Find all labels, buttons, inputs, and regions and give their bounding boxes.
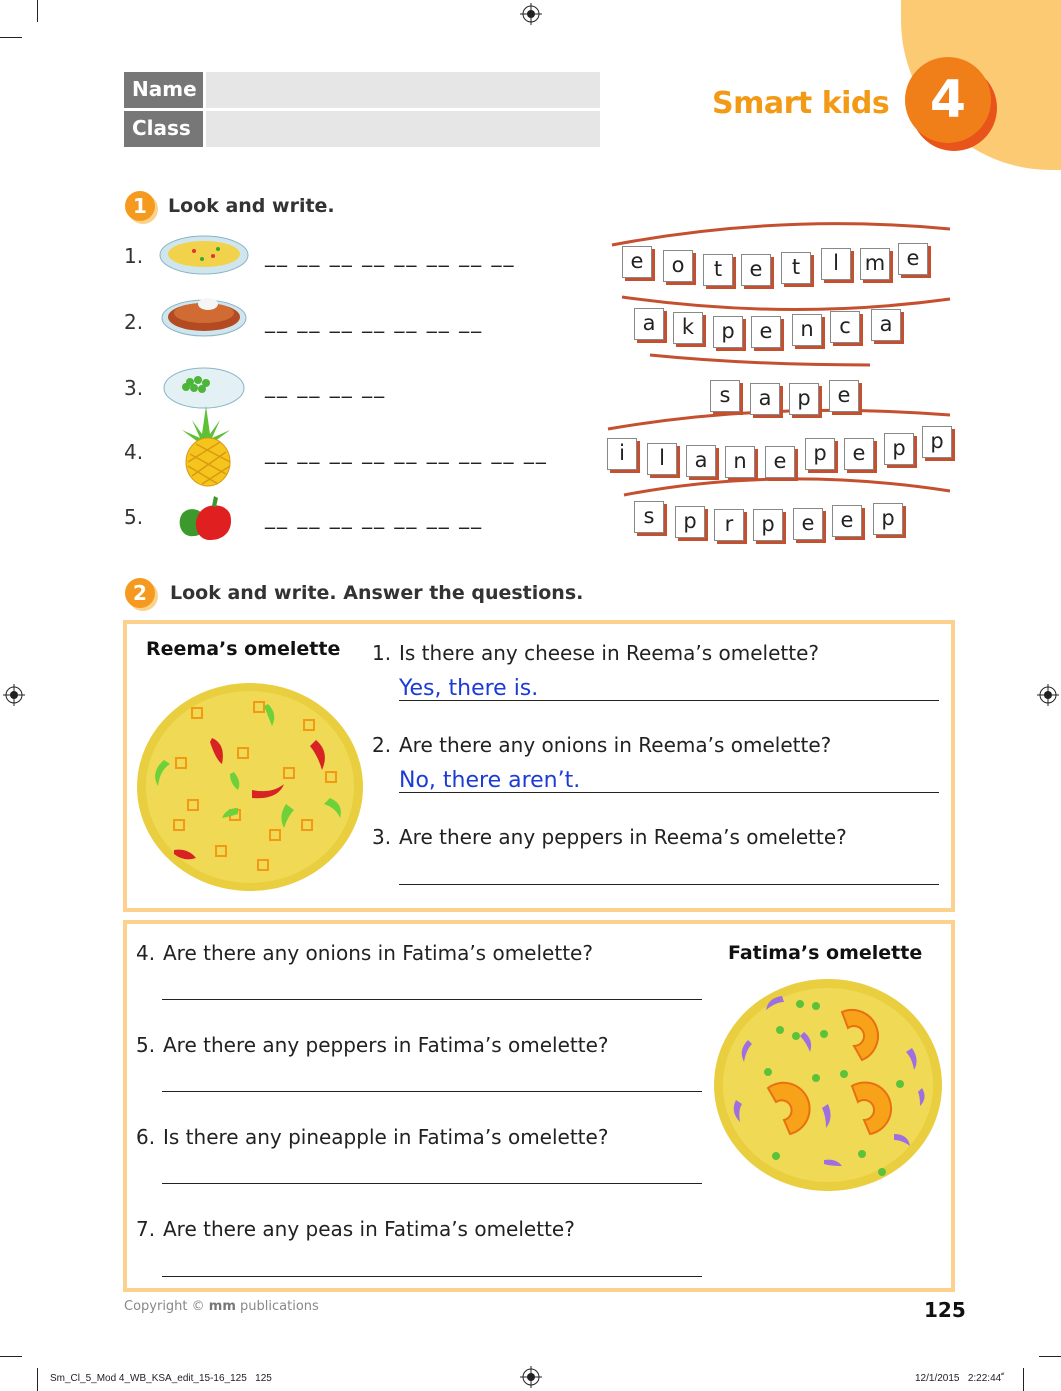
question-text: Are there any peppers in Fatima’s omelette?: [163, 1033, 609, 1057]
answer-blanks[interactable]: __ __ __ __ __ __ __ __ __: [265, 440, 548, 464]
answer-line[interactable]: [162, 1276, 702, 1277]
item-number: 2.: [124, 310, 144, 334]
answer-line[interactable]: [399, 884, 939, 885]
print-slug-date: 12/1/2015 2:22:44 ّ: [915, 1373, 1005, 1384]
section-number-badge: 2: [125, 578, 155, 608]
fatima-omelette-title: Fatima’s omelette: [728, 942, 923, 964]
registration-mark-icon: [520, 1366, 542, 1388]
registration-mark-icon: [1037, 684, 1059, 706]
garland-letter[interactable]: p: [873, 503, 903, 535]
question-number: 3.: [372, 825, 392, 849]
crop-mark: [37, 0, 38, 22]
item-number: 3.: [124, 376, 144, 400]
item-number: 1.: [124, 244, 144, 268]
garland-letter[interactable]: e: [844, 438, 874, 470]
crop-mark: [0, 37, 22, 38]
garland-letter[interactable]: c: [830, 311, 860, 343]
name-label: Name: [124, 72, 206, 108]
garland-letter[interactable]: e: [751, 316, 781, 348]
module-number: 4: [929, 70, 967, 130]
answer-line[interactable]: [162, 999, 702, 1000]
garland-letter[interactable]: p: [713, 316, 743, 348]
garland-letter[interactable]: k: [673, 312, 703, 344]
garland-letter[interactable]: p: [753, 509, 783, 541]
answer-line[interactable]: [399, 792, 939, 793]
answer-text[interactable]: No, there aren’t.: [399, 768, 581, 793]
crop-mark: [37, 1368, 38, 1391]
garland-letter[interactable]: e: [765, 446, 795, 478]
question-number: 7.: [136, 1217, 156, 1241]
question-number: 6.: [136, 1125, 156, 1149]
garland-letter[interactable]: n: [792, 314, 822, 346]
answer-line[interactable]: [399, 700, 939, 701]
copyright-brand: mm: [208, 1299, 236, 1314]
class-field[interactable]: [124, 111, 600, 147]
garland-letter[interactable]: r: [714, 509, 744, 541]
name-field[interactable]: [124, 72, 600, 108]
answer-text[interactable]: Yes, there is.: [399, 676, 539, 701]
answer-blanks[interactable]: __ __ __ __ __ __ __: [265, 505, 484, 529]
copyright-suffix: publications: [240, 1299, 319, 1314]
peppers-icon: [174, 492, 236, 542]
answer-blanks[interactable]: __ __ __ __ __ __ __: [265, 309, 484, 333]
question-number: 4.: [136, 941, 156, 965]
garland-letter[interactable]: e: [832, 505, 862, 537]
question-text: Are there any peppers in Reema’s omelette?: [399, 825, 847, 849]
garland-letter[interactable]: o: [663, 250, 693, 282]
crop-mark: [1023, 1368, 1024, 1391]
garland-letter[interactable]: l: [821, 248, 851, 280]
garland-letter[interactable]: l: [647, 443, 677, 475]
garland-letter[interactable]: s: [634, 501, 664, 533]
garland-letter[interactable]: t: [781, 252, 811, 284]
question-number: 2.: [372, 733, 392, 757]
question-number: 5.: [136, 1033, 156, 1057]
garland-letter[interactable]: m: [860, 248, 890, 280]
garland-letter[interactable]: i: [607, 438, 637, 470]
garland-letter[interactable]: s: [710, 380, 740, 412]
registration-mark-icon: [3, 684, 25, 706]
page-number: 125: [924, 1298, 966, 1322]
answer-line[interactable]: [162, 1183, 702, 1184]
garland-letter[interactable]: a: [871, 309, 901, 341]
garland-letter[interactable]: p: [922, 426, 952, 458]
garland-letter[interactable]: p: [884, 433, 914, 465]
crop-mark: [0, 1356, 22, 1357]
garland-letter[interactable]: e: [793, 508, 823, 540]
garland-letter[interactable]: e: [741, 254, 771, 286]
item-number: 4.: [124, 440, 144, 464]
question-text: Are there any onions in Reema’s omelette?: [399, 733, 832, 757]
item-number: 5.: [124, 505, 144, 529]
print-slug-file: Sm_Cl_5_Mod 4_WB_KSA_edit_15-16_125 125: [50, 1373, 272, 1384]
garland-letter[interactable]: e: [622, 246, 652, 278]
class-label: Class: [124, 111, 206, 147]
garland-letter[interactable]: e: [898, 243, 928, 275]
garland-letter[interactable]: a: [686, 445, 716, 477]
garland-letter[interactable]: a: [750, 383, 780, 415]
question-text: Are there any peas in Fatima’s omelette?: [163, 1217, 575, 1241]
garland-letter[interactable]: n: [725, 446, 755, 478]
pancake-icon: [158, 292, 250, 340]
reema-omelette-title: Reema’s omelette: [146, 638, 341, 660]
garland-letter[interactable]: p: [789, 383, 819, 415]
garland-letter[interactable]: p: [675, 506, 705, 538]
module-badge: [905, 57, 991, 143]
garland-letter[interactable]: a: [634, 308, 664, 340]
answer-line[interactable]: [162, 1091, 702, 1092]
question-text: Are there any onions in Fatima’s omelette?: [163, 941, 593, 965]
question-number: 1.: [372, 641, 392, 665]
crop-mark: [1039, 1356, 1061, 1357]
copyright-prefix: Copyright ©: [124, 1299, 205, 1314]
garland-letter[interactable]: p: [805, 438, 835, 470]
section-number-badge: 1: [125, 191, 155, 221]
section1-instruction: Look and write.: [168, 195, 335, 217]
pineapple-icon: [174, 404, 238, 488]
answer-blanks[interactable]: __ __ __ __ __ __ __ __: [265, 243, 516, 267]
section2-instruction: Look and write. Answer the questions.: [170, 582, 584, 604]
reema-omelette-icon: [134, 680, 366, 894]
garland-letter[interactable]: t: [703, 254, 733, 286]
answer-blanks[interactable]: __ __ __ __: [265, 374, 387, 398]
omelette-icon: [158, 234, 250, 276]
garland-letter[interactable]: e: [829, 380, 859, 412]
page-title: Smart kids: [712, 86, 890, 121]
question-text: Is there any cheese in Reema’s omelette?: [399, 641, 819, 665]
fatima-omelette-icon: [712, 976, 944, 1194]
copyright: [124, 1299, 319, 1314]
question-text: Is there any pineapple in Fatima’s omelette?: [163, 1125, 609, 1149]
registration-mark-icon: [520, 3, 542, 25]
